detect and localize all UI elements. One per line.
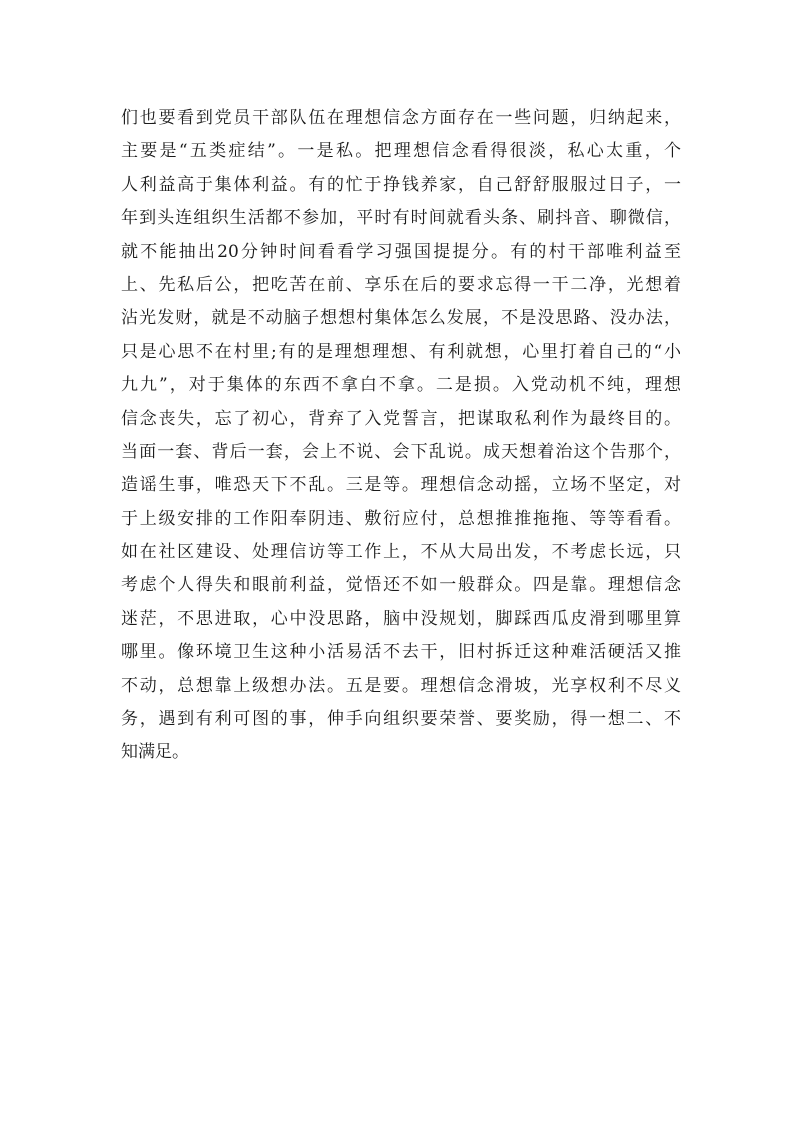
text-line-14: 如在社区建设、处理信访等工作上，不从大局出发，不考虑长远，只 [121, 542, 681, 563]
text-line-19: 务，遇到有利可图的事，伸手向组织要荣誉、要奖励，得一想二、不 [121, 709, 681, 730]
text-line-8: 只是心思不在村里;有的是理想理想、有利就想，心里打着自己的“小 [121, 341, 681, 362]
text-line-5: 就不能抽出20分钟时间看看学习强国提提分。有的村干部唯利益至 [121, 241, 681, 262]
text-line-12: 造谣生事，唯恐天下不乱。三是等。理想信念动摇，立场不坚定，对 [121, 475, 681, 496]
text-line-20: 知满足。 [121, 742, 189, 763]
text-line-6: 上、先私后公，把吃苦在前、享乐在后的要求忘得一干二净，光想着 [121, 274, 681, 295]
text-line-2: 主要是“五类症结”。一是私。把理想信念看得很淡，私心太重，个 [121, 141, 681, 162]
text-line-18: 不动，总想靠上级想办法。五是要。理想信念滑坡，光享权利不尽义 [121, 675, 681, 696]
text-line-16: 迷茫，不思进取，心中没思路，脑中没规划，脚踩西瓜皮滑到哪里算 [121, 608, 681, 629]
text-line-3: 人利益高于集体利益。有的忙于挣钱养家，自己舒舒服服过日子，一 [121, 174, 681, 195]
text-line-4: 年到头连组织生活都不参加，平时有时间就看头条、刷抖音、聊微信， [121, 208, 681, 229]
body-paragraph [121, 102, 681, 770]
text-line-10: 信念丧失，忘了初心，背弃了入党誓言，把谋取私利作为最终目的。 [121, 408, 681, 429]
text-line-15: 考虑个人得失和眼前利益，觉悟还不如一般群众。四是靠。理想信念 [121, 575, 681, 596]
text-line-9: 九九”，对于集体的东西不拿白不拿。二是损。入党动机不纯，理想 [121, 375, 681, 396]
text-line-17: 哪里。像环境卫生这种小活易活不去干，旧村拆迁这种难活硬活又推 [121, 642, 681, 663]
text-line-11: 当面一套、背后一套，会上不说、会下乱说。成天想着治这个告那个， [121, 441, 681, 462]
text-line-1: 们也要看到党员干部队伍在理想信念方面存在一些问题，归纳起来， [121, 108, 681, 128]
text-line-13: 于上级安排的工作阳奉阴违、敷衍应付，总想推推拖拖、等等看看。 [121, 508, 681, 529]
text-line-7: 沾光发财，就是不动脑子想想村集体怎么发展，不是没思路、没办法， [121, 308, 681, 329]
